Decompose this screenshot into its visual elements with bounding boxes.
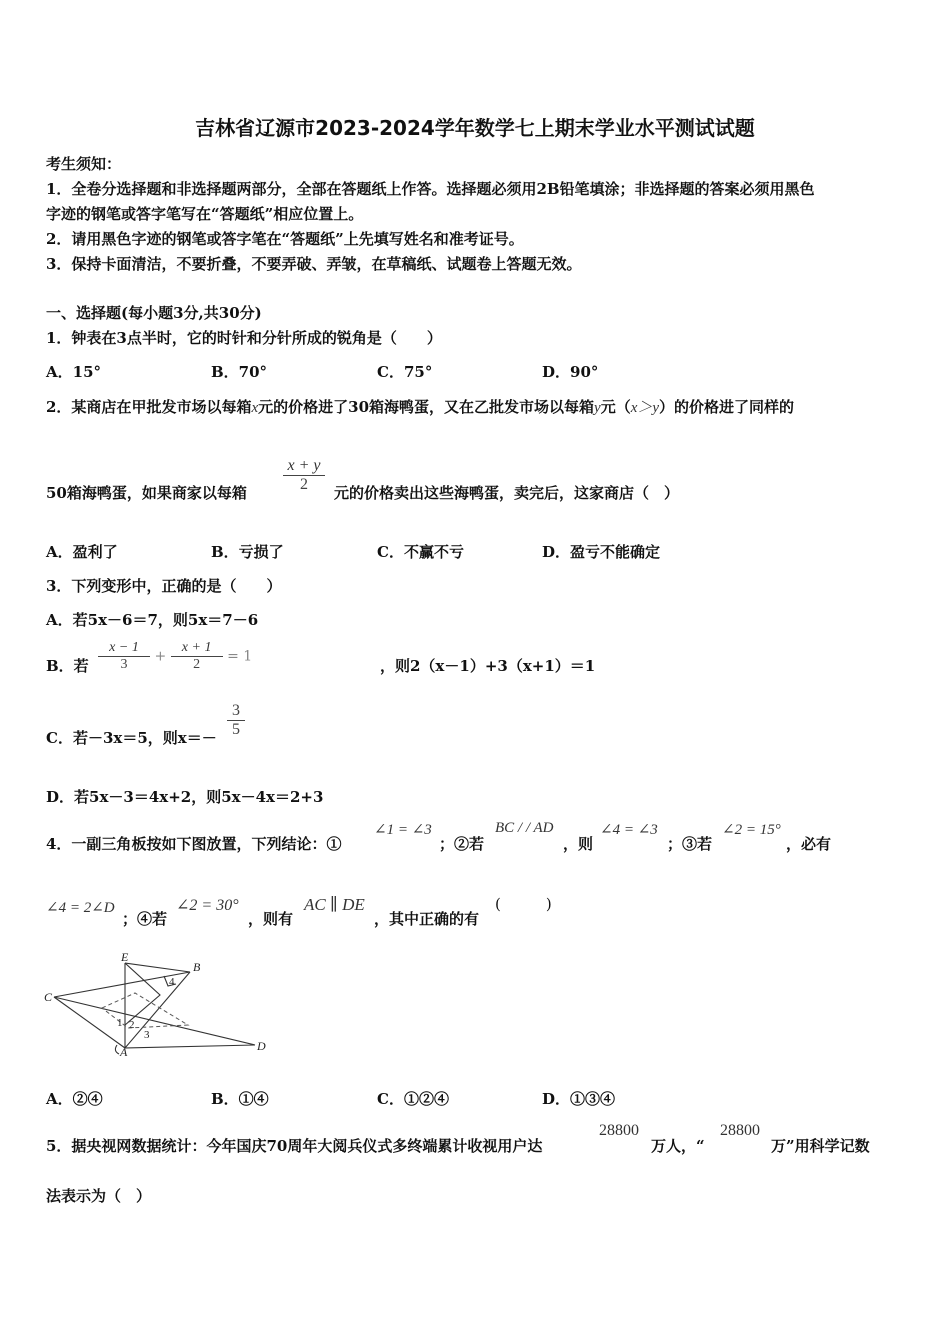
notice-line-1b: 字迹的钢笔或答字笔写在“答题纸”相应位置上。 <box>46 205 364 223</box>
q1-stem: 1．钟表在3点半时，它的时针和分针所成的锐角是（ ） <box>46 329 442 347</box>
q2-stem-part1: 2．某商店在甲批发市场以每箱 <box>46 398 252 416</box>
q2-condition: x＞y <box>630 400 660 416</box>
q3-option-d: D．若5x－3＝4x+2，则5x－4x＝2+3 <box>46 788 324 806</box>
q3-b-frac2-num: x + 1 <box>171 640 223 657</box>
q3-b-plus: + <box>154 648 167 665</box>
fig-angle-1: 1 <box>117 1017 123 1029</box>
q4-math-4: ∠2 = 15° <box>722 822 781 838</box>
q3-c-denominator: 5 <box>232 721 240 738</box>
notice-line-3: 3．保持卡面清洁，不要折叠，不要弄破、弄皱，在草稿纸、试题卷上答题无效。 <box>46 255 582 273</box>
notice-line-2: 2．请用黑色字迹的钢笔或答字笔在“答题纸”上先填写姓名和准考证号。 <box>46 230 524 248</box>
q4-option-b: B．①④ <box>211 1090 269 1108</box>
q2-fraction <box>283 457 325 494</box>
q5-number-2: 28800 <box>720 1122 760 1139</box>
q5-text-3: 万”用科学记数 <box>771 1137 870 1155</box>
notice-heading: 考生须知： <box>46 155 122 173</box>
q3-b-equals-one: = 1 <box>227 648 253 665</box>
q4-option-a: A．②④ <box>46 1090 103 1108</box>
q3-stem: 3．下列变形中，正确的是（ ） <box>46 577 282 595</box>
q4-math-2: BC / / AD <box>495 820 554 836</box>
q4-answer-blank: ( ) <box>495 895 552 913</box>
q3-b-frac1-num: x − 1 <box>98 640 150 657</box>
q3-option-b-equation <box>98 640 252 673</box>
q3-option-b-conclusion: ，则2（x－1）+3（x+1）＝1 <box>380 657 596 675</box>
q5-text-2: 万人，“ <box>651 1137 705 1155</box>
q4-math-6: ∠2 = 30° <box>176 897 239 914</box>
q4-text-2: ；②若 <box>439 835 485 853</box>
q2-var-x: x <box>251 400 259 416</box>
q5-text-4: 法表示为（ ） <box>46 1187 152 1205</box>
q3-option-b-prefix: B．若 <box>46 657 89 675</box>
q2-option-d: D．盈亏不能确定 <box>542 543 661 561</box>
q5-text-1: 5．据央视网数据统计：今年国庆70周年大阅兵仪式多终端累计收视用户达 <box>46 1137 543 1155</box>
q2-line2a: 50箱海鸭蛋，如果商家以每箱 <box>46 484 247 502</box>
q1-option-b: B．70° <box>211 363 268 381</box>
q3-c-numerator: 3 <box>227 702 245 721</box>
q1-option-a: A．15° <box>46 363 102 381</box>
q4-text-5: ，必有 <box>786 835 832 853</box>
notice-line-1a: 1．全卷分选择题和非选择题两部分，全部在答题纸上作答。选择题必须用2B铅笔填涂；非选择题的答案必须用黑色 <box>46 180 815 198</box>
fig-label-c: C <box>44 990 53 1004</box>
fig-label-e: E <box>121 950 129 964</box>
q4-math-7: AC ∥ DE <box>304 895 365 914</box>
fig-angle-4: 4 <box>169 976 175 988</box>
fig-line-eb <box>125 963 190 972</box>
q2-option-b: B．亏损了 <box>211 543 284 561</box>
q3-option-c-prefix: C．若－3x＝5，则x＝－ <box>46 729 217 747</box>
q3-b-frac2-den: 2 <box>193 657 201 672</box>
q4-math-3: ∠4 = ∠3 <box>600 822 658 838</box>
fig-line-ad <box>125 1045 255 1048</box>
section-heading: 一、选择题(每小题3分,共30分) <box>46 304 262 322</box>
q3-b-frac1-den: 3 <box>120 657 128 672</box>
q4-text-8: ，其中正确的有 <box>374 910 480 928</box>
fig-line-ca <box>54 997 125 1048</box>
q4-text-3: ，则 <box>563 835 594 853</box>
q2-stem-part3: 元（ <box>600 398 631 416</box>
q4-option-c: C．①②④ <box>377 1090 449 1108</box>
q4-text-1: 4．一副三角板按如下图放置，下列结论：① <box>46 835 342 853</box>
page-title: 吉林省辽源市2023-2024学年数学七上期末学业水平测试试题 <box>195 116 755 140</box>
q2-var-y: y <box>594 400 601 416</box>
q1-option-d: D．90° <box>542 363 599 381</box>
q4-text-6: ；④若 <box>122 910 168 928</box>
fig-line-ba <box>125 972 190 1048</box>
q4-text-4: ；③若 <box>667 835 713 853</box>
q2-fraction-denominator: 2 <box>300 476 308 493</box>
fig-dashed-quad <box>102 993 188 1028</box>
q4-math-1: ∠1 = ∠3 <box>374 822 432 838</box>
q4-triangle-figure <box>40 950 270 1060</box>
fig-label-d: D <box>257 1039 266 1053</box>
q5-number-1: 28800 <box>599 1122 639 1139</box>
q3-option-c-fraction <box>227 702 245 739</box>
fig-angle-2: 2 <box>129 1019 135 1031</box>
q2-stem <box>46 396 794 417</box>
q4-option-d: D．①③④ <box>542 1090 616 1108</box>
q3-option-a: A．若5x－6＝7，则5x＝7－6 <box>46 611 259 629</box>
q2-stem-part2: 元的价格进了30箱海鸭蛋，又在乙批发市场以每箱 <box>258 398 595 416</box>
fig-label-a: A <box>120 1045 128 1059</box>
q4-text-7: ，则有 <box>248 910 294 928</box>
fig-angle-1-mark <box>115 1045 119 1054</box>
q1-option-c: C．75° <box>377 363 433 381</box>
fig-label-b: B <box>193 960 201 974</box>
q2-stem-part4: ）的价格进了同样的 <box>659 398 795 416</box>
q2-option-a: A．盈利了 <box>46 543 118 561</box>
q2-option-c: C．不赢不亏 <box>377 543 464 561</box>
fig-angle-3: 3 <box>144 1029 150 1041</box>
q2-fraction-numerator: x + y <box>283 457 325 476</box>
q2-line2b: 元的价格卖出这些海鸭蛋，卖完后，这家商店（ ） <box>334 484 680 502</box>
q4-math-5: ∠4 = 2∠D <box>46 900 115 916</box>
